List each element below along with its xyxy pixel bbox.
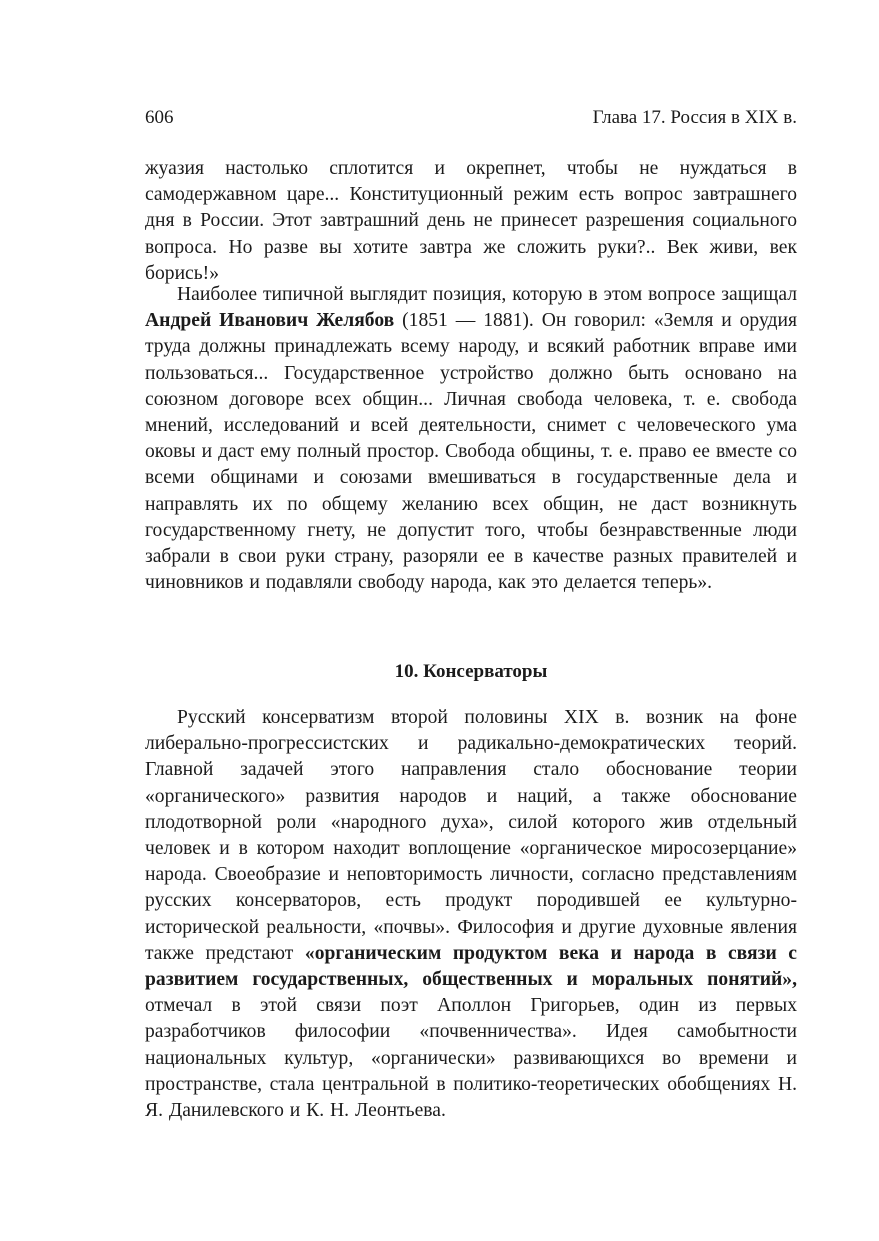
paragraph-1: жуазия настолько сплотится и окрепнет, чтобы не нуждаться в самодержавном царе... Конституционный режим есть вопрос завтрашнего дня в России. Этот завтрашний день не принесет разрешения социального вопроса. Но разве вы хотите завтра же сложить руки?.. Век живи, век борись!»	[145, 158, 797, 284]
page-number: 606	[145, 107, 174, 128]
paragraph-zhelyabov	[145, 282, 797, 596]
paragraph-3-rest: отмечал в этой связи поэт Аполлон Григорьев, один из первых разработчиков философии «почвенничества». Идея самобытности национальных культур, «органически» развивающихся во времени и пространстве, стала центральной в политико-теоретических обобщениях Н. Я. Данилевского и К. Н. Леонтьева.	[145, 995, 797, 1122]
chapter-title: Глава 17. Россия в XIX в.	[592, 107, 797, 128]
running-header	[145, 106, 797, 130]
paragraph-continuation	[145, 156, 797, 287]
paragraph-2-intro: Наиболее типичной выглядит позиция, которую в этом вопросе защищал	[177, 284, 797, 305]
paragraph-conservatism	[145, 705, 797, 1124]
paragraph-2-quote: (1851 — 1881). Он говорил: «Земля и орудия труда должны принадлежать всему народу, и всякий работник вправе ими пользоваться... Государственное устройство должно быть основано на союзном договоре всех общин... Личная свобода человека, т. е. свобода мнений, исследований и всей деятельности, снимет с человеческого ума оковы и даст ему полный простор. Свобода общины, т. е. право ее вместе со всеми общинами и союзами вмешиваться в государственные дела и направлять их по общему желанию всех общин, не даст возникнуть государственному гнету, не допустит того, чтобы безнравственные люди забрали в свои руки страну, разоряли ее в качестве разных правителей и чиновников и подавляли свободу народа, как это делается теперь».	[145, 310, 797, 594]
person-name-bold: Андрей Иванович Желябов	[145, 310, 395, 332]
paragraph-3-intro: Русский консерватизм второй половины XIX в. возник на фоне либерально-прогрессистских и радикально-демократических теорий. Главной задачей этого направления стало обоснование теории «органического» развития народов и наций, а также обоснование плодотворной роли «народного духа», силой которого жив отдельный человек и в котором находит воплощение «органическое миросозерцание» народа. Своеобразие и неповторимость личности, согласно представлениям русских консерваторов, есть продукт породившей ее культурно-исторической реальности, «почвы». Философия и другие духовные явления также предстают	[145, 707, 797, 964]
section-heading: 10. Консерваторы	[394, 661, 548, 682]
quote-bold: «органическим продуктом века и народа в связи с развитием государственных, общественных и моральных понятий»,	[145, 942, 797, 991]
